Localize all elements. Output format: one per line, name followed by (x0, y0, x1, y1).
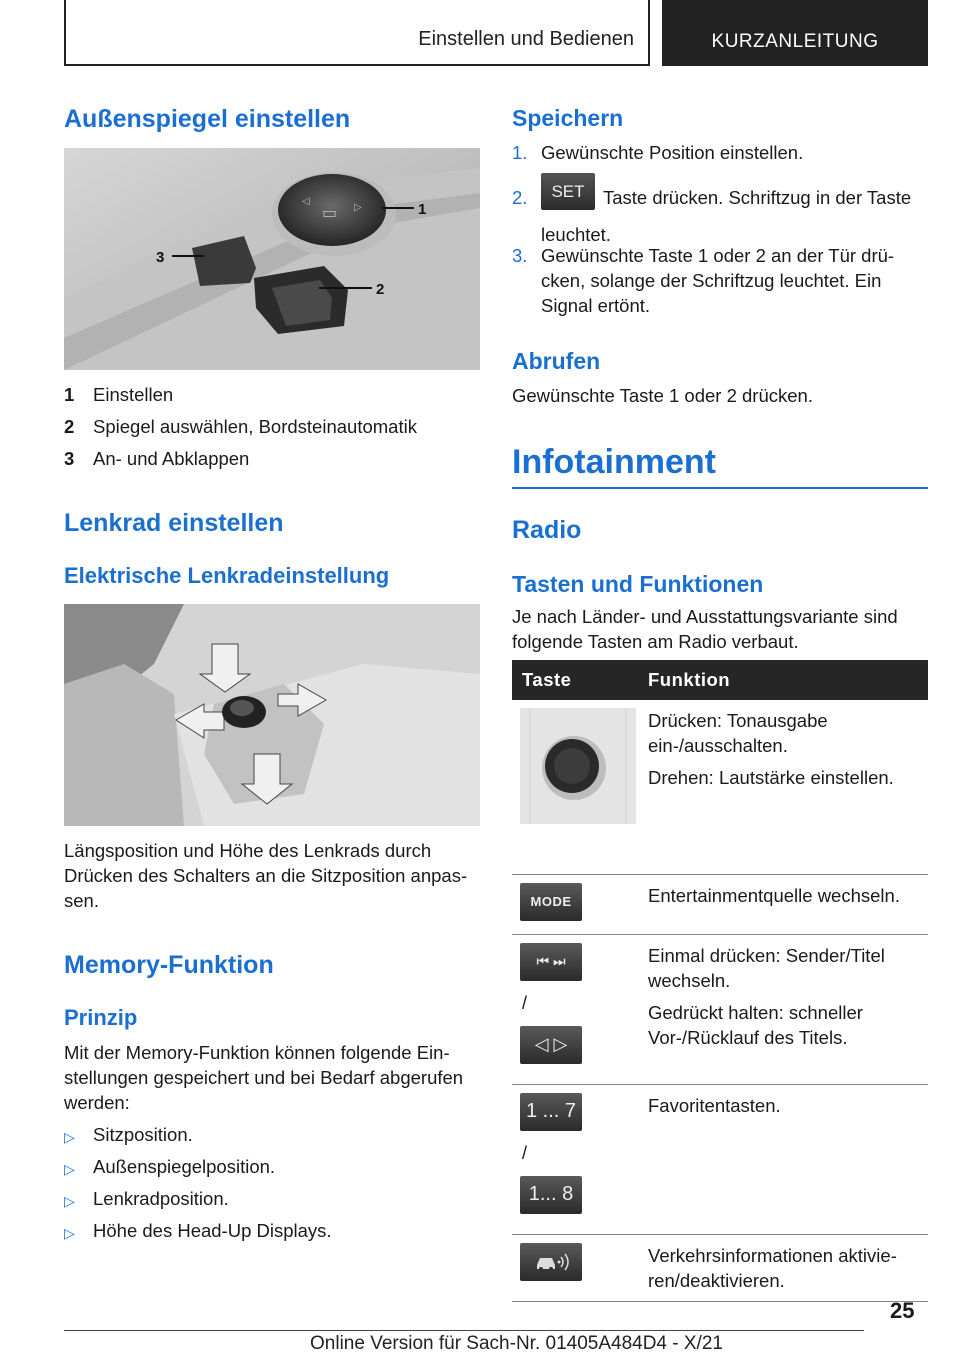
list-item: 1. Gewünschte Position einstellen. (512, 142, 804, 163)
table-row: MODE Entertainmentquelle wechseln. (512, 874, 928, 934)
bullet-icon: ▷ (64, 1193, 75, 1209)
save-title: Speichern (512, 105, 624, 131)
callout-3: 3 (156, 249, 165, 266)
radio-title: Radio (512, 516, 582, 544)
traffic-info-icon (520, 1243, 582, 1281)
memory-title: Memory-Funktion (64, 951, 274, 979)
table-row: ⏮ ⏭ / ◁ ▷ Einmal drücken: Sender/Titel wechseln. Gedrückt halten: schneller Vor-/Rücklauf des Titels. (512, 934, 928, 1084)
memory-subtitle: Prinzip (64, 1005, 138, 1030)
table-row: Verkehrsinformationen aktivieren/deaktivieren. (512, 1234, 928, 1301)
header-section: Einstellen und Bedienen (64, 0, 650, 66)
list-item: ▷ Außenspiegelposition. (64, 1154, 480, 1186)
steering-adjust-image (64, 604, 480, 826)
list-item: 3. Gewünschte Taste 1 oder 2 an der Tür drücken, solange der Schriftzug leuchtet. Ein Signal ertönt. (512, 245, 895, 316)
svg-text:▷: ▷ (354, 202, 362, 213)
arrow-buttons-icon: ◁ ▷ (520, 1026, 582, 1064)
table-row: Drücken: Tonausgabe ein-/ausschalten. Drehen: Lautstärke einstellen. (512, 700, 928, 874)
list-item: 3 An- und Abklappen (64, 448, 250, 469)
list-item: ▷ Sitzposition. (64, 1122, 480, 1154)
callout-1: 1 (418, 201, 427, 218)
list-item: ▷ Höhe des Head-Up Displays. (64, 1218, 480, 1250)
list-item: 2 Spiegel auswählen, Bordsteinautomatik (64, 416, 417, 437)
recall-text: Gewünschte Taste 1 oder 2 drücken. (512, 385, 813, 406)
table-header: Funktion (638, 660, 928, 700)
set-button-icon: SET (541, 173, 595, 210)
keys-text: Je nach Länder- und Ausstattungsvariante sind folgende Tasten am Radio verbaut. (512, 606, 898, 652)
header-chapter: KURZANLEITUNG (662, 0, 928, 66)
keys-title: Tasten und Funktionen (512, 571, 764, 597)
mirror-title: Außenspiegel einstellen (64, 105, 351, 133)
volume-knob-icon (520, 708, 636, 824)
callout-2: 2 (376, 281, 385, 298)
list-item: 1 Einstellen (64, 384, 174, 405)
favorites-1-8-icon: 1... 8 (520, 1176, 582, 1214)
memory-text: Mit der Memory-Funktion können folgende Einstellungen gespeichert und bei Bedarf abgerufen werden: (64, 1042, 464, 1113)
steering-subtitle: Elektrische Lenkradeinstellung (64, 563, 390, 588)
footer-divider (64, 1330, 864, 1331)
skip-buttons-icon: ⏮ ⏭ (520, 943, 582, 981)
bullet-icon: ▷ (64, 1161, 75, 1177)
steering-title: Lenkrad einstellen (64, 509, 284, 537)
list-item: 2. SET Taste drücken. Schriftzug in der Taste leuchtet. (512, 173, 928, 235)
svg-text:◁: ◁ (302, 196, 310, 207)
memory-bullets (64, 1122, 480, 1250)
table-header: Taste (512, 660, 638, 700)
recall-title: Abrufen (512, 348, 601, 374)
infotainment-title: Infotainment (512, 443, 928, 489)
steering-text: Längsposition und Höhe des Lenkrads durch Drücken des Schalters an die Sitzposition anpassen. (64, 840, 468, 911)
favorites-1-7-icon: 1 ... 7 (520, 1093, 582, 1131)
page-header (64, 0, 928, 66)
footer-text: Online Version für Sach-Nr. 01405A484D4 - X/21 (310, 1333, 723, 1354)
save-steps (512, 140, 928, 318)
mirror-legend (64, 384, 480, 480)
bullet-icon: ▷ (64, 1225, 75, 1241)
page-number: 25 (890, 1298, 915, 1323)
list-item: ▷ Lenkradposition. (64, 1186, 480, 1218)
mirror-controls-image (64, 148, 480, 370)
keys-table (512, 660, 928, 1302)
svg-text:▭: ▭ (322, 205, 338, 222)
bullet-icon: ▷ (64, 1129, 75, 1145)
mode-button-icon: MODE (520, 883, 582, 921)
table-row: 1 ... 7 / 1... 8 Favoritentasten. (512, 1084, 928, 1234)
